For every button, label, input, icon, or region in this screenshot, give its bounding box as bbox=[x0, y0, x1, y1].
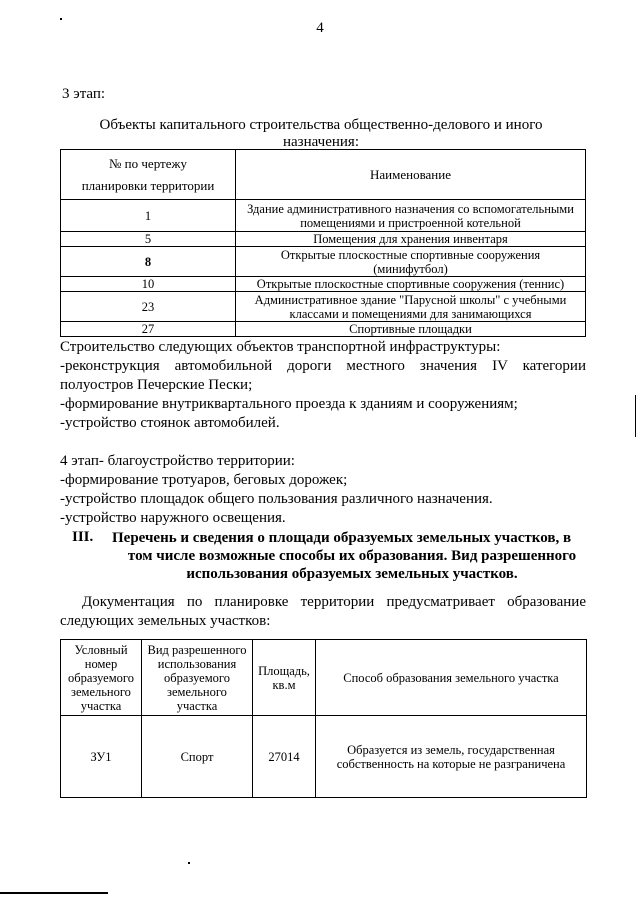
transport-item-driveway: -формирование внутриквартального проезда к зданиям и сооружениям; bbox=[60, 396, 518, 412]
stage3-label: 3 этап: bbox=[62, 86, 106, 102]
scan-mark bbox=[188, 862, 190, 864]
objects-title-line1: Объекты капитального строительства общественно-делового и иного bbox=[99, 117, 543, 133]
page-number: 4 bbox=[316, 20, 324, 36]
table-row bbox=[61, 322, 586, 337]
plots-header-area-l2: кв.м bbox=[272, 677, 296, 692]
stage4-item-lighting: -устройство наружного освещения. bbox=[60, 510, 286, 526]
objects-title-line2: назначения: bbox=[282, 134, 360, 150]
plots-header-use bbox=[142, 640, 253, 716]
scan-edge-bottom bbox=[0, 892, 108, 894]
transport-intro: Строительство следующих объектов транспортной инфраструктуры: bbox=[60, 339, 501, 355]
plot-area: 27014 bbox=[253, 716, 316, 798]
plots-header-use-l1: Вид разрешенного bbox=[147, 642, 247, 657]
object-name-l2: (минифутбол) bbox=[373, 261, 448, 276]
object-name bbox=[236, 247, 586, 277]
section-heading-line1: Перечень и сведения о площади образуемых земельных участков, в bbox=[112, 530, 572, 546]
table-row bbox=[61, 716, 587, 798]
plots-header-id-l3: образуемого bbox=[68, 670, 134, 685]
object-number: 23 bbox=[61, 292, 236, 322]
plots-header-use-l3: образуемого bbox=[164, 670, 230, 685]
object-name bbox=[236, 200, 586, 232]
plot-method-l2: собственность на которые не разграничена bbox=[336, 756, 566, 771]
plots-header-use-l5: участка bbox=[176, 698, 218, 713]
table-row bbox=[61, 200, 586, 232]
plots-table-header bbox=[61, 640, 587, 716]
section-heading bbox=[112, 529, 592, 583]
plots-header-method: Способ образования земельного участка bbox=[316, 640, 587, 716]
objects-table-header bbox=[61, 150, 586, 200]
table-row bbox=[61, 247, 586, 277]
objects-header-number bbox=[61, 150, 236, 200]
objects-header-number-l1: № по чертежу bbox=[109, 155, 187, 171]
object-name: Помещения для хранения инвентаря bbox=[236, 232, 586, 247]
object-name-l1: Здание административного назначения со вспомогательными bbox=[247, 201, 574, 216]
section-heading-line3: использования образуемых земельных участков. bbox=[186, 566, 518, 582]
object-name-l1: Административное здание "Парусной школы" с учебными bbox=[254, 292, 567, 307]
transport-item-road: -реконструкция автомобильной дороги местного значения IV категории полуостров Печерские Пески; bbox=[60, 358, 586, 393]
section-heading-line2: том числе возможные способы их образования. Вид разрешенного bbox=[127, 548, 577, 564]
plot-method bbox=[316, 716, 587, 798]
object-name: Спортивные площадки bbox=[236, 322, 586, 337]
object-name: Открытые плоскостные спортивные сооружения (теннис) bbox=[236, 277, 586, 292]
objects-table bbox=[60, 149, 586, 337]
stage4-item-playgrounds: -устройство площадок общего пользования различного назначения. bbox=[60, 491, 493, 507]
stage4-label: 4 этап- благоустройство территории: bbox=[60, 453, 295, 469]
plots-header-id-l4: земельного bbox=[71, 684, 131, 699]
scan-edge-right bbox=[635, 395, 636, 437]
plots-header-id-l5: участка bbox=[80, 698, 122, 713]
plots-intro: Документация по планировке территории предусматривает образование следующих земельных участков: bbox=[60, 594, 586, 629]
object-number: 27 bbox=[61, 322, 236, 337]
plots-header-use-l2: использования bbox=[157, 656, 237, 671]
stage4-item-sidewalks: -формирование тротуаров, беговых дорожек; bbox=[60, 472, 348, 488]
table-row bbox=[61, 277, 586, 292]
table-row bbox=[61, 232, 586, 247]
plots-header-id-l1: Условный bbox=[74, 642, 128, 657]
object-name-l2: классами и помещениями для занимающихся bbox=[289, 306, 532, 321]
object-name bbox=[236, 292, 586, 322]
plots-table bbox=[60, 639, 587, 798]
plots-header-area bbox=[253, 640, 316, 716]
object-number: 10 bbox=[61, 277, 236, 292]
objects-header-number-l2: планировки территории bbox=[81, 177, 215, 193]
table-row bbox=[61, 292, 586, 322]
plots-header-use-l4: земельного bbox=[167, 684, 227, 699]
object-number: 5 bbox=[61, 232, 236, 247]
plots-header-area-l1: Площадь, bbox=[258, 663, 310, 678]
plot-use: Спорт bbox=[142, 716, 253, 798]
object-name-l2: помещениями и пристроенной котельной bbox=[300, 215, 521, 230]
object-number: 1 bbox=[61, 200, 236, 232]
plot-id: ЗУ1 bbox=[61, 716, 142, 798]
object-name-l1: Открытые плоскостные спортивные сооружения bbox=[280, 247, 541, 262]
section-number: III. bbox=[72, 529, 94, 545]
object-number: 8 bbox=[61, 247, 236, 277]
transport-item-parking: -устройство стоянок автомобилей. bbox=[60, 415, 280, 431]
plots-header-id-l2: номер bbox=[84, 656, 118, 671]
objects-header-name: Наименование bbox=[236, 150, 586, 200]
plots-header-id bbox=[61, 640, 142, 716]
plot-method-l1: Образуется из земель, государственная bbox=[347, 742, 555, 757]
